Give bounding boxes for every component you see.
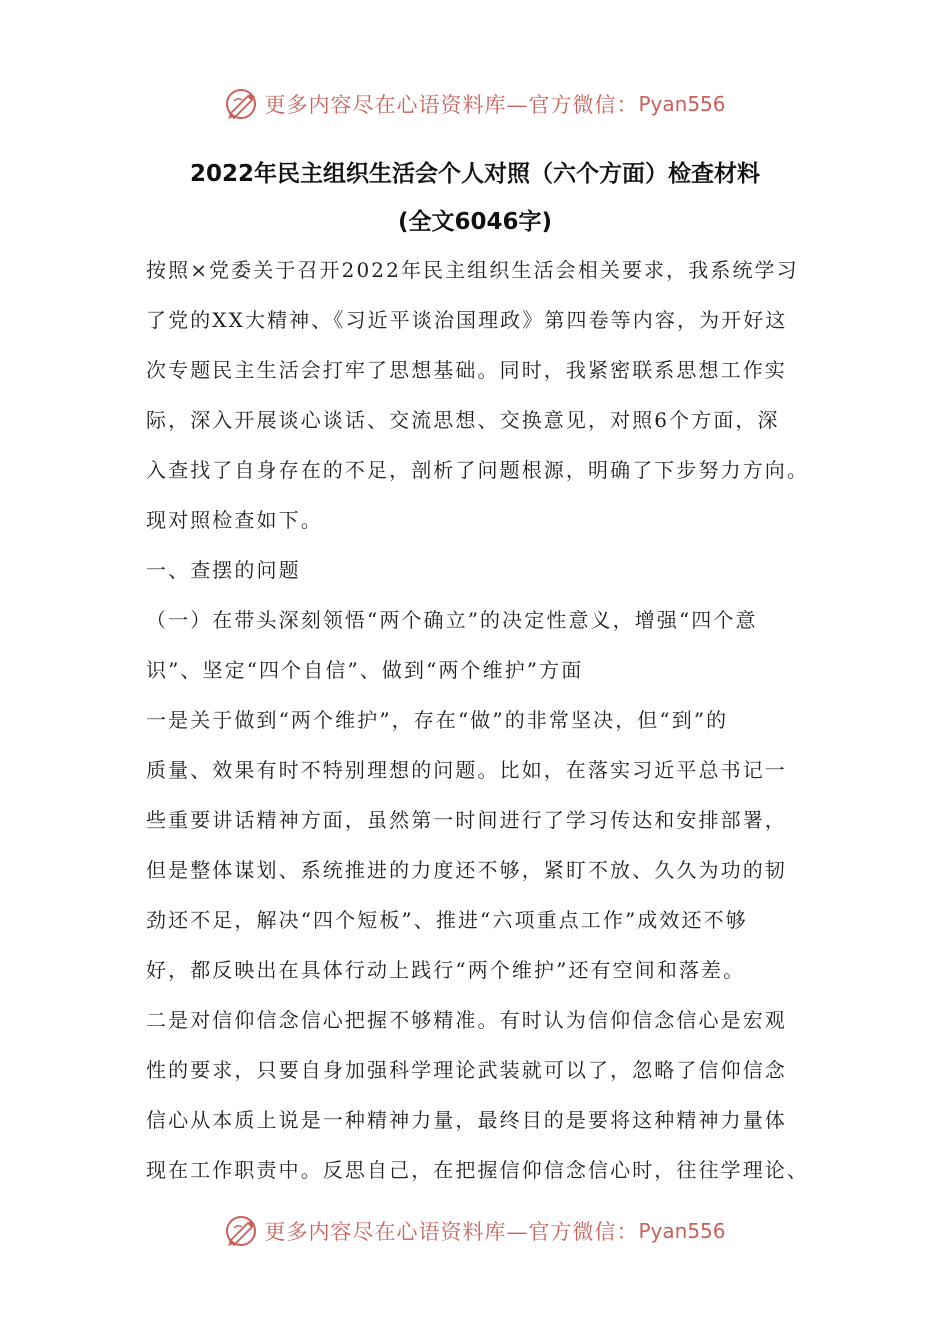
body-line: 但是整体谋划、系统推进的力度还不够，紧盯不放、久久为功的韧 — [146, 858, 787, 882]
body-line: 信心从本质上说是一种精神力量，最终目的是要将这种精神力量体 — [146, 1108, 787, 1132]
body-line: 好，都反映出在具体行动上践行“两个维护”还有空间和落差。 — [146, 958, 746, 982]
watermark-handle: Pyan556 — [638, 92, 726, 116]
section-heading: 一、查摆的问题 — [146, 558, 301, 582]
subsection-heading: （一）在带头深刻领悟“两个确立”的决定性意义，增强“四个意 — [146, 608, 758, 632]
watermark-text: 更多内容尽在心语资料库—官方微信： — [264, 1220, 639, 1244]
body-line: 些重要讲话精神方面，虽然第一时间进行了学习传达和安排部署， — [146, 808, 787, 832]
body-line: 入查找了自身存在的不足，剖析了问题根源，明确了下步努力方向。 — [146, 458, 809, 482]
watermark-header — [0, 82, 950, 126]
watermark-handle: Pyan556 — [638, 1219, 726, 1243]
body-line: 一是关于做到“两个维护”，存在“做”的非常坚决，但“到”的 — [146, 708, 729, 732]
body-line: 二是对信仰信念信心把握不够精准。有时认为信仰信念信心是宏观 — [146, 1008, 787, 1032]
body-line: 劲还不足，解决“四个短板”、推进“六项重点工作”成效还不够 — [146, 908, 748, 932]
body-line: 现对照检查如下。 — [146, 508, 323, 532]
watermark-text: 更多内容尽在心语资料库—官方微信： — [264, 93, 639, 117]
body-line: 现在工作职责中。反思自己，在把握信仰信念信心时，往往学理论、 — [146, 1158, 809, 1182]
document-subtitle: (全文6046字) — [397, 209, 553, 235]
body-line: 了党的XX大精神、《习近平谈治国理政》第四卷等内容，为开好这 — [146, 308, 788, 332]
body-line: 按照×党委关于召开2022年民主组织生活会相关要求，我系统学习 — [146, 258, 799, 282]
pen-logo-icon — [224, 87, 258, 121]
watermark-footer — [0, 1209, 950, 1253]
document-title: 2022年民主组织生活会个人对照（六个方面）检查材料 — [189, 161, 760, 187]
pen-logo-icon — [224, 1214, 258, 1248]
body-line: 际，深入开展谈心谈话、交流思想、交换意见，对照6个方面，深 — [146, 408, 780, 432]
body-line: 次专题民主生活会打牢了思想基础。同时，我紧密联系思想工作实 — [146, 358, 787, 382]
subsection-heading: 识”、坚定“四个自信”、做到“两个维护”方面 — [146, 658, 584, 682]
document-body — [146, 245, 822, 1195]
body-line: 质量、效果有时不特别理想的问题。比如，在落实习近平总书记一 — [146, 758, 787, 782]
body-line: 性的要求，只要自身加强科学理论武装就可以了，忽略了信仰信念 — [146, 1058, 787, 1082]
